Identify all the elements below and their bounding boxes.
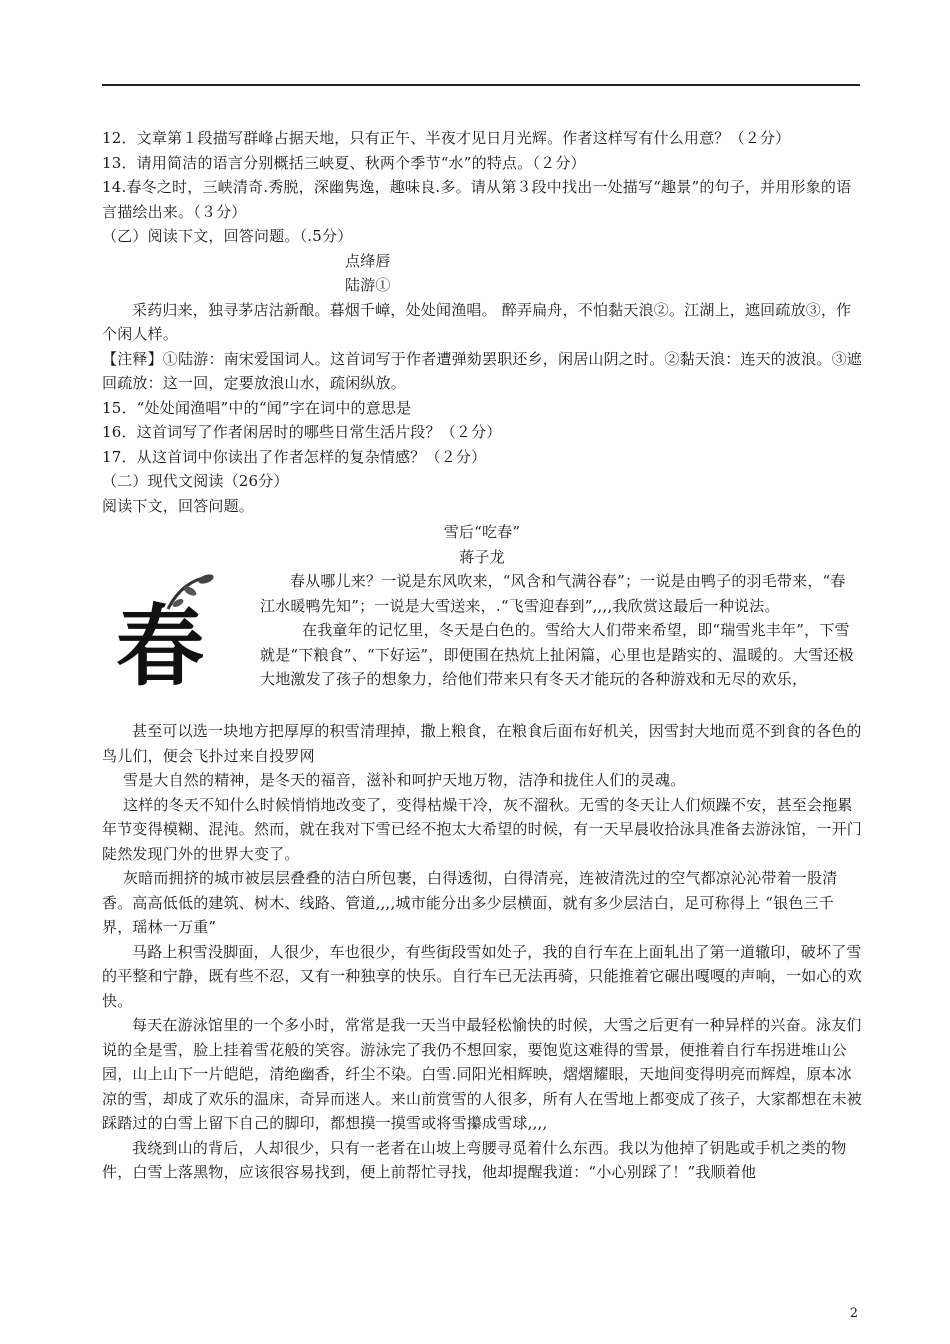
question-13: 13．请用简洁的语言分别概括三峡夏、秋两个季节“水”的特点。（２分） xyxy=(102,153,586,172)
question-16: 16．这首词写了作者闲居时的哪些日常生活片段？（２分） xyxy=(102,423,502,441)
essay-paragraph: 甚至可以选一块地方把厚厚的积雪清理掉，撒上粮食，在粮食后面布好机关，因雪封大地而觅不到食的各色的鸟儿们，便会飞扑过来自投罗网 xyxy=(102,722,862,765)
essay-paragraph: 我绕到山的背后，人却很少，只有一老者在山坡上弯腰寻觅着什么东西。我以为他掉了钥匙或手机之类的物件，白雪上落黑物，应该很容易找到，便上前帮忙寻找，他却提醒我道：“小心别踩了！”我顺着他 xyxy=(102,1138,847,1181)
essay-paragraph: 在我童年的记忆里，冬天是白色的。雪给大人们带来希望，即“瑞雪兆丰年”，下雪就是“下粮食”、“下好运”，即便围在热炕上扯闲篇，心里也是踏实的、温暖的。大雪还极大地激发了孩子的想象力，给他们带来只有冬天才能玩的各种游戏和无尽的欢乐， xyxy=(260,621,854,688)
poem-title: 点绛唇 xyxy=(345,251,391,270)
read-instruction: 阅读下文，回答问题。 xyxy=(102,496,255,515)
essay-intro-with-image xyxy=(102,569,862,691)
poem-author: 陆游① xyxy=(345,276,391,294)
page-content xyxy=(102,126,862,1185)
poem-text: 采药归来，独寻茅店沽新酿。暮烟千嶂，处处闻渔唱。 醉弄扁舟，不怕黏天浪②。江湖上，遮回疏放③，作个闲人样。 xyxy=(102,300,852,343)
section-b-heading: （乙）阅读下文，回答问题。（.5分） xyxy=(102,227,353,245)
essay-paragraph: 每天在游泳馆里的一个多小时，常常是我一天当中最轻松愉快的时候，大雪之后更有一种异样的兴奋。泳友们说的全是雪，脸上挂着雪花般的笑容。游泳完了我仍不想回家，要饱览这难得的雪景，便推着自行车拐进堆山公园，山上山下一片皑皑，清绝幽香，纤尘不染。白雪.同阳光相辉映，熠熠耀眼，天地间变得明亮而辉煌，原本冰凉的雪，却成了欢乐的温床，奇异而迷人。来山前赏雪的人很多，所有人在雪地上都变成了孩子，大家都想在未被踩踏过的白雪上留下自己的脚印，都想摸一摸雪或将雪攥成雪球,,,, xyxy=(102,1016,863,1132)
question-14: 14.春冬之时，三峡清奇.秀脱，深幽隽逸，趣味良.多。请从第３段中找出一处描写“趣景”的句子，并用形象的语言描绘出来。（３分） xyxy=(102,178,852,221)
essay-float-text xyxy=(260,569,860,692)
question-17: 17．从这首词中你读出了作者怎样的复杂情感？（２分） xyxy=(102,447,487,466)
essay-paragraph: 这样的冬天不知什么时候悄悄地改变了，变得枯燥干冷，灰不溜秋。无雪的冬天让人们烦躁不安，甚至会拖累年节变得模糊、混沌。然而，就在我对下雪已经不抱太大希望的时候，有一天早晨收拾泳具准备去游泳馆，一开门陡然发现门外的世界大变了。 xyxy=(102,795,863,863)
spring-calligraphy-image xyxy=(108,569,248,687)
question-12: 12．文章第１段描写群峰占据天地，只有正午、半夜才见日月光辉。作者这样写有什么用意？（２分） xyxy=(102,129,791,147)
essay-author: 蒋子龙 xyxy=(459,547,505,566)
header-rule xyxy=(102,84,860,86)
essay-paragraph: 马路上积雪没脚面，人很少，车也很少，有些街段雪如处子，我的自行车在上面轧出了第一道辙印，破坏了雪的平整和宁静，既有些不忍，又有一种独享的快乐。自行车已无法再骑，只能推着它碾出嘎嘎的声响，一如心的欢快。 xyxy=(102,942,863,1010)
section-2-heading: （二）现代文阅读（26分） xyxy=(102,472,289,490)
chun-character: 春 xyxy=(116,594,205,687)
question-15: 15．“处处闻渔唱”中的“闻”字在词中的意思是 xyxy=(102,398,412,417)
essay-paragraph: 雪是大自然的精神，是冬天的福音，滋补和呵护天地万物，洁净和拢住人们的灵魂。 xyxy=(123,771,686,789)
essay-paragraph: 灰暗而拥挤的城市被层层叠叠的洁白所包裹，白得透彻，白得清亮，连被清洗过的空气都凉沁沁带着一股清香。高高低低的建筑、树木、线路、管道,,,,城市能分出多少层横面，就有多少层洁白，足可称得上 “银色三千界，瑶林一万重” xyxy=(102,869,838,936)
essay-title: 雪后“吃春” xyxy=(443,523,521,541)
essay-paragraph: 春从哪儿来？一说是东风吹来，“风含和气满谷春”；一说是由鸭子的羽毛带来，“春江水暖鸭先知”；一说是大雪送来，.“飞雪迎春到”,,,,我欣赏这最后一种说法。 xyxy=(260,572,846,615)
page-number: 2 xyxy=(849,1306,858,1321)
poem-notes: 【注释】①陆游：南宋爱国词人。这首词写于作者遭弹劾罢职还乡，闲居山阴之时。②黏天浪：连天的波浪。③遮回疏放：这一回，定要放浪山水，疏闲纵放。 xyxy=(102,349,863,392)
